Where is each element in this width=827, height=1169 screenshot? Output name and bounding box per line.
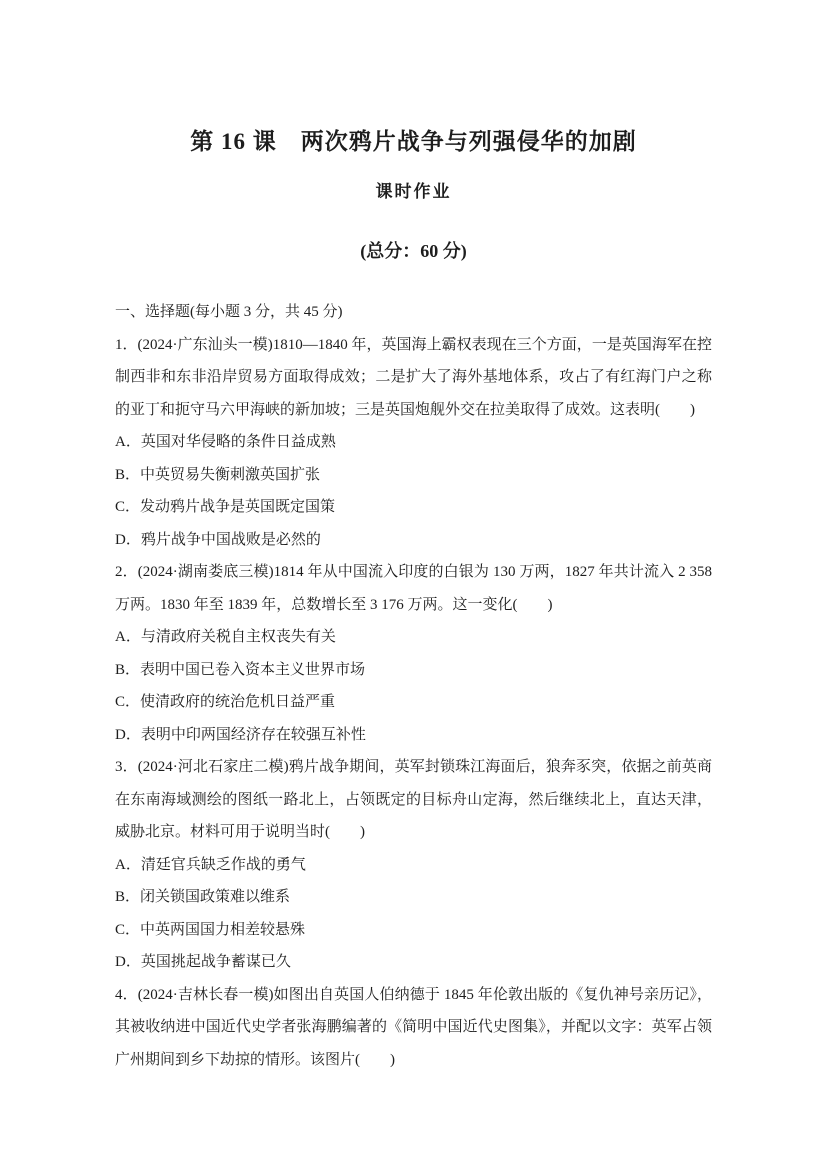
questions-container bbox=[115, 329, 712, 1077]
question-3-option-C: C．中英两国国力相差较悬殊 bbox=[115, 921, 306, 938]
section-header: 一、选择题(每小题 3 分，共 45 分) bbox=[115, 304, 343, 320]
question-2-option-B: B．表明中国已卷入资本主义世界市场 bbox=[115, 661, 366, 678]
question-3-option-B: B．闭关锁国政策难以维系 bbox=[115, 889, 291, 905]
question-2-option-C: C．使清政府的统治危机日益严重 bbox=[115, 694, 336, 710]
question-3-option-D: D．英国挑起战争蓄谋已久 bbox=[115, 954, 291, 970]
page-title: 第 16 课 两次鸦片战争与列强侵华的加剧 bbox=[190, 129, 637, 154]
question-3-stem: 3．(2024·河北石家庄二模)鸦片战争期间，英军封锁珠江海面后，狼奔豕突，依据之前英商在东南海域测绘的图纸一路北上，占领既定的目标舟山定海，然后继续北上，直达天津，威胁北京。材料可用于说明当时( ) bbox=[115, 759, 712, 840]
page-subtitle: 课时作业 bbox=[375, 182, 452, 201]
question-1-option-A: A．英国对华侵略的条件日益成熟 bbox=[115, 434, 336, 450]
document-body bbox=[115, 296, 712, 1076]
question-4-stem: 4．(2024·吉林长春一模)如图出自英国人伯纳德于 1845 年伦敦出版的《复仇神号亲历记》，其被收纳进中国近代史学者张海鹏编著的《简明中国近代史图集》，并配以文字：英军占领广州期间到乡下劫掠的情形。该图片( ) bbox=[115, 986, 712, 1068]
total-score-line: (总分：60 分) bbox=[360, 241, 467, 261]
question-1-stem: 1．(2024·广东汕头一模)1810—1840 年，英国海上霸权表现在三个方面，一是英国海军在控制西非和东非沿岸贸易方面取得成效；二是扩大了海外基地体系，攻占了有红海门户之称的亚丁和扼守马六甲海峡的新加坡；三是英国炮舰外交在拉美取得了成效。这表明( ) bbox=[115, 336, 712, 418]
question-2-stem: 2．(2024·湖南娄底三模)1814 年从中国流入印度的白银为 130 万两，1827 年共计流入 2 358 万两。1830 年至 1839 年，总数增长至 3 176 万两。这一变化( ) bbox=[115, 564, 712, 613]
question-1-option-D: D．鸦片战争中国战败是必然的 bbox=[115, 531, 321, 548]
question-1-option-B: B．中英贸易失衡刺激英国扩张 bbox=[115, 466, 321, 483]
question-2-option-D: D．表明中印两国经济存在较强互补性 bbox=[115, 726, 366, 743]
question-1-option-C: C．发动鸦片战争是英国既定国策 bbox=[115, 499, 336, 515]
question-3-option-A: A．清廷官兵缺乏作战的勇气 bbox=[115, 856, 306, 873]
question-2-option-A: A．与清政府关税自主权丧失有关 bbox=[115, 629, 336, 645]
